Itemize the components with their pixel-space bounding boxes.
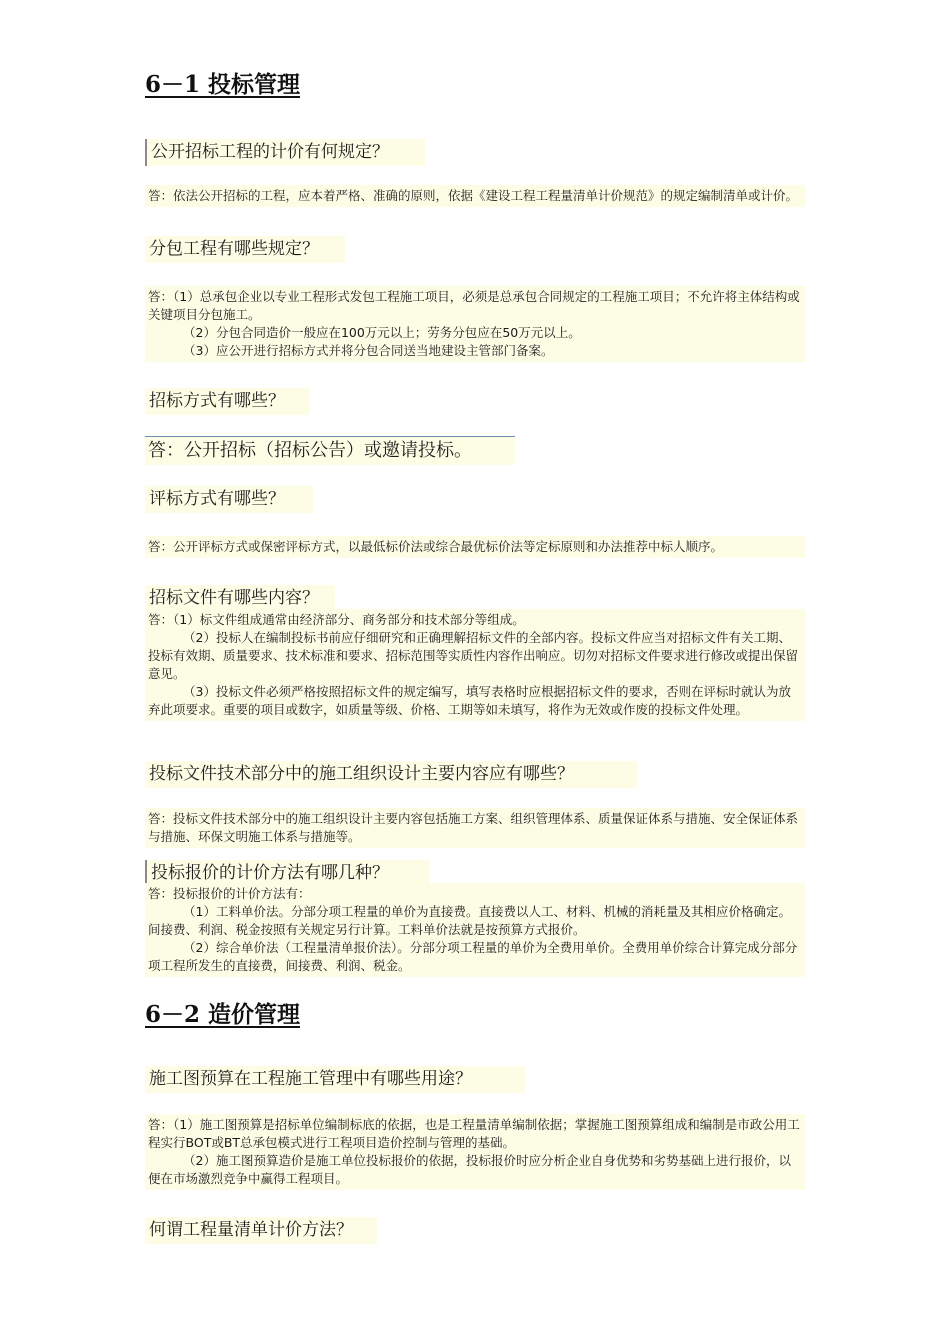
answer-8-line-2: （2）施工图预算造价是施工单位投标报价的依据，投标报价时应分析企业自身优势和劣势基础上进行报价，以便在市场激烈竞争中赢得工程项目。 bbox=[148, 1153, 791, 1186]
question-4: 评标方式有哪些？ bbox=[145, 486, 313, 513]
answer-7-line-1: 答：投标报价的计价方法有： bbox=[148, 886, 311, 901]
question-3: 招标方式有哪些？ bbox=[145, 388, 310, 415]
answer-6 bbox=[145, 808, 805, 848]
answer-4 bbox=[145, 536, 805, 558]
answer-3 bbox=[145, 436, 515, 465]
answer-5-line-3: （3）投标文件必须严格按照招标文件的规定编写，填写表格时应根据招标文件的要求，否则在评标时就认为放弃此项要求。重要的项目或数字，如质量等级、价格、工期等如未填写，将作为无效或作废的投标文件处理。 bbox=[148, 684, 791, 717]
answer-5-line-1: 答：（1）标文件组成通常由经济部分、商务部分和技术部分等组成。 bbox=[148, 612, 525, 627]
answer-7 bbox=[145, 883, 805, 977]
question-8: 施工图预算在工程施工管理中有哪些用途？ bbox=[145, 1066, 525, 1093]
answer-7-line-2: （1）工料单价法。分部分项工程量的单价为直接费。直接费以人工、材料、机械的消耗量及其相应价格确定。间接费、利润、税金按照有关规定另行计算。工料单价法就是按预算方式报价。 bbox=[148, 904, 791, 937]
answer-5-line-2: （2）投标人在编制投标书前应仔细研究和正确理解招标文件的全部内容。投标文件应当对招标文件有关工期、投标有效期、质量要求、技术标准和要求、招标范围等实质性内容作出响应。切勿对招标文件要求进行修改或提出保留意见。 bbox=[148, 630, 799, 681]
answer-1 bbox=[145, 185, 805, 207]
answer-8-line-1: 答：（1）施工图预算是招标单位编制标底的依据，也是工程量清单编制依据；掌握施工图预算组成和编制是市政公用工程实行BOT或BT总承包模式进行工程项目造价控制与管理的基础。 bbox=[148, 1117, 800, 1150]
question-9: 何谓工程量清单计价方法？ bbox=[145, 1217, 377, 1244]
answer-2-line-2: （2）分包合同造价一般应在100万元以上；劳务分包应在50万元以上。 bbox=[183, 325, 581, 340]
question-6: 投标文件技术部分中的施工组织设计主要内容应有哪些？ bbox=[145, 761, 637, 788]
answer-5 bbox=[145, 609, 805, 721]
answer-8 bbox=[145, 1114, 805, 1190]
question-1: 公开招标工程的计价有何规定？ bbox=[145, 139, 425, 166]
answer-1-text: 答：依法公开招标的工程，应本着严格、准确的原则，依据《建设工程工程量清单计价规范》的规定编制清单或计价。 bbox=[148, 188, 799, 203]
answer-6-text: 答：投标文件技术部分中的施工组织设计主要内容包括施工方案、组织管理体系、质量保证体系与措施、安全保证体系与措施、环保文明施工体系与措施等。 bbox=[148, 811, 799, 844]
section-heading-cost-management: 6－2 造价管理 bbox=[145, 1001, 301, 1028]
question-7: 投标报价的计价方法有哪几种？ bbox=[145, 860, 430, 887]
question-5: 招标文件有哪些内容？ bbox=[145, 585, 335, 612]
answer-2-line-3: （3）应公开进行招标方式并将分包合同送当地建设主管部门备案。 bbox=[183, 343, 554, 358]
answer-2-line-1: 答：（1）总承包企业以专业工程形式发包工程施工项目，必须是总承包合同规定的工程施工项目；不允许将主体结构或关键项目分包施工。 bbox=[148, 289, 800, 322]
answer-3-text: 答：公开招标（招标公告）或邀请投标。 bbox=[148, 440, 472, 461]
question-2: 分包工程有哪些规定？ bbox=[145, 236, 345, 263]
answer-7-line-3: （2）综合单价法（工程量清单报价法）。分部分项工程量的单价为全费用单价。全费用单价综合计算完成分部分项工程所发生的直接费，间接费、利润、税金。 bbox=[148, 940, 798, 973]
answer-4-text: 答：公开评标方式或保密评标方式，以最低标价法或综合最优标价法等定标原则和办法推荐中标人顺序。 bbox=[148, 539, 724, 554]
answer-2 bbox=[145, 286, 805, 362]
section-heading-bid-management: 6－1 投标管理 bbox=[145, 71, 301, 98]
